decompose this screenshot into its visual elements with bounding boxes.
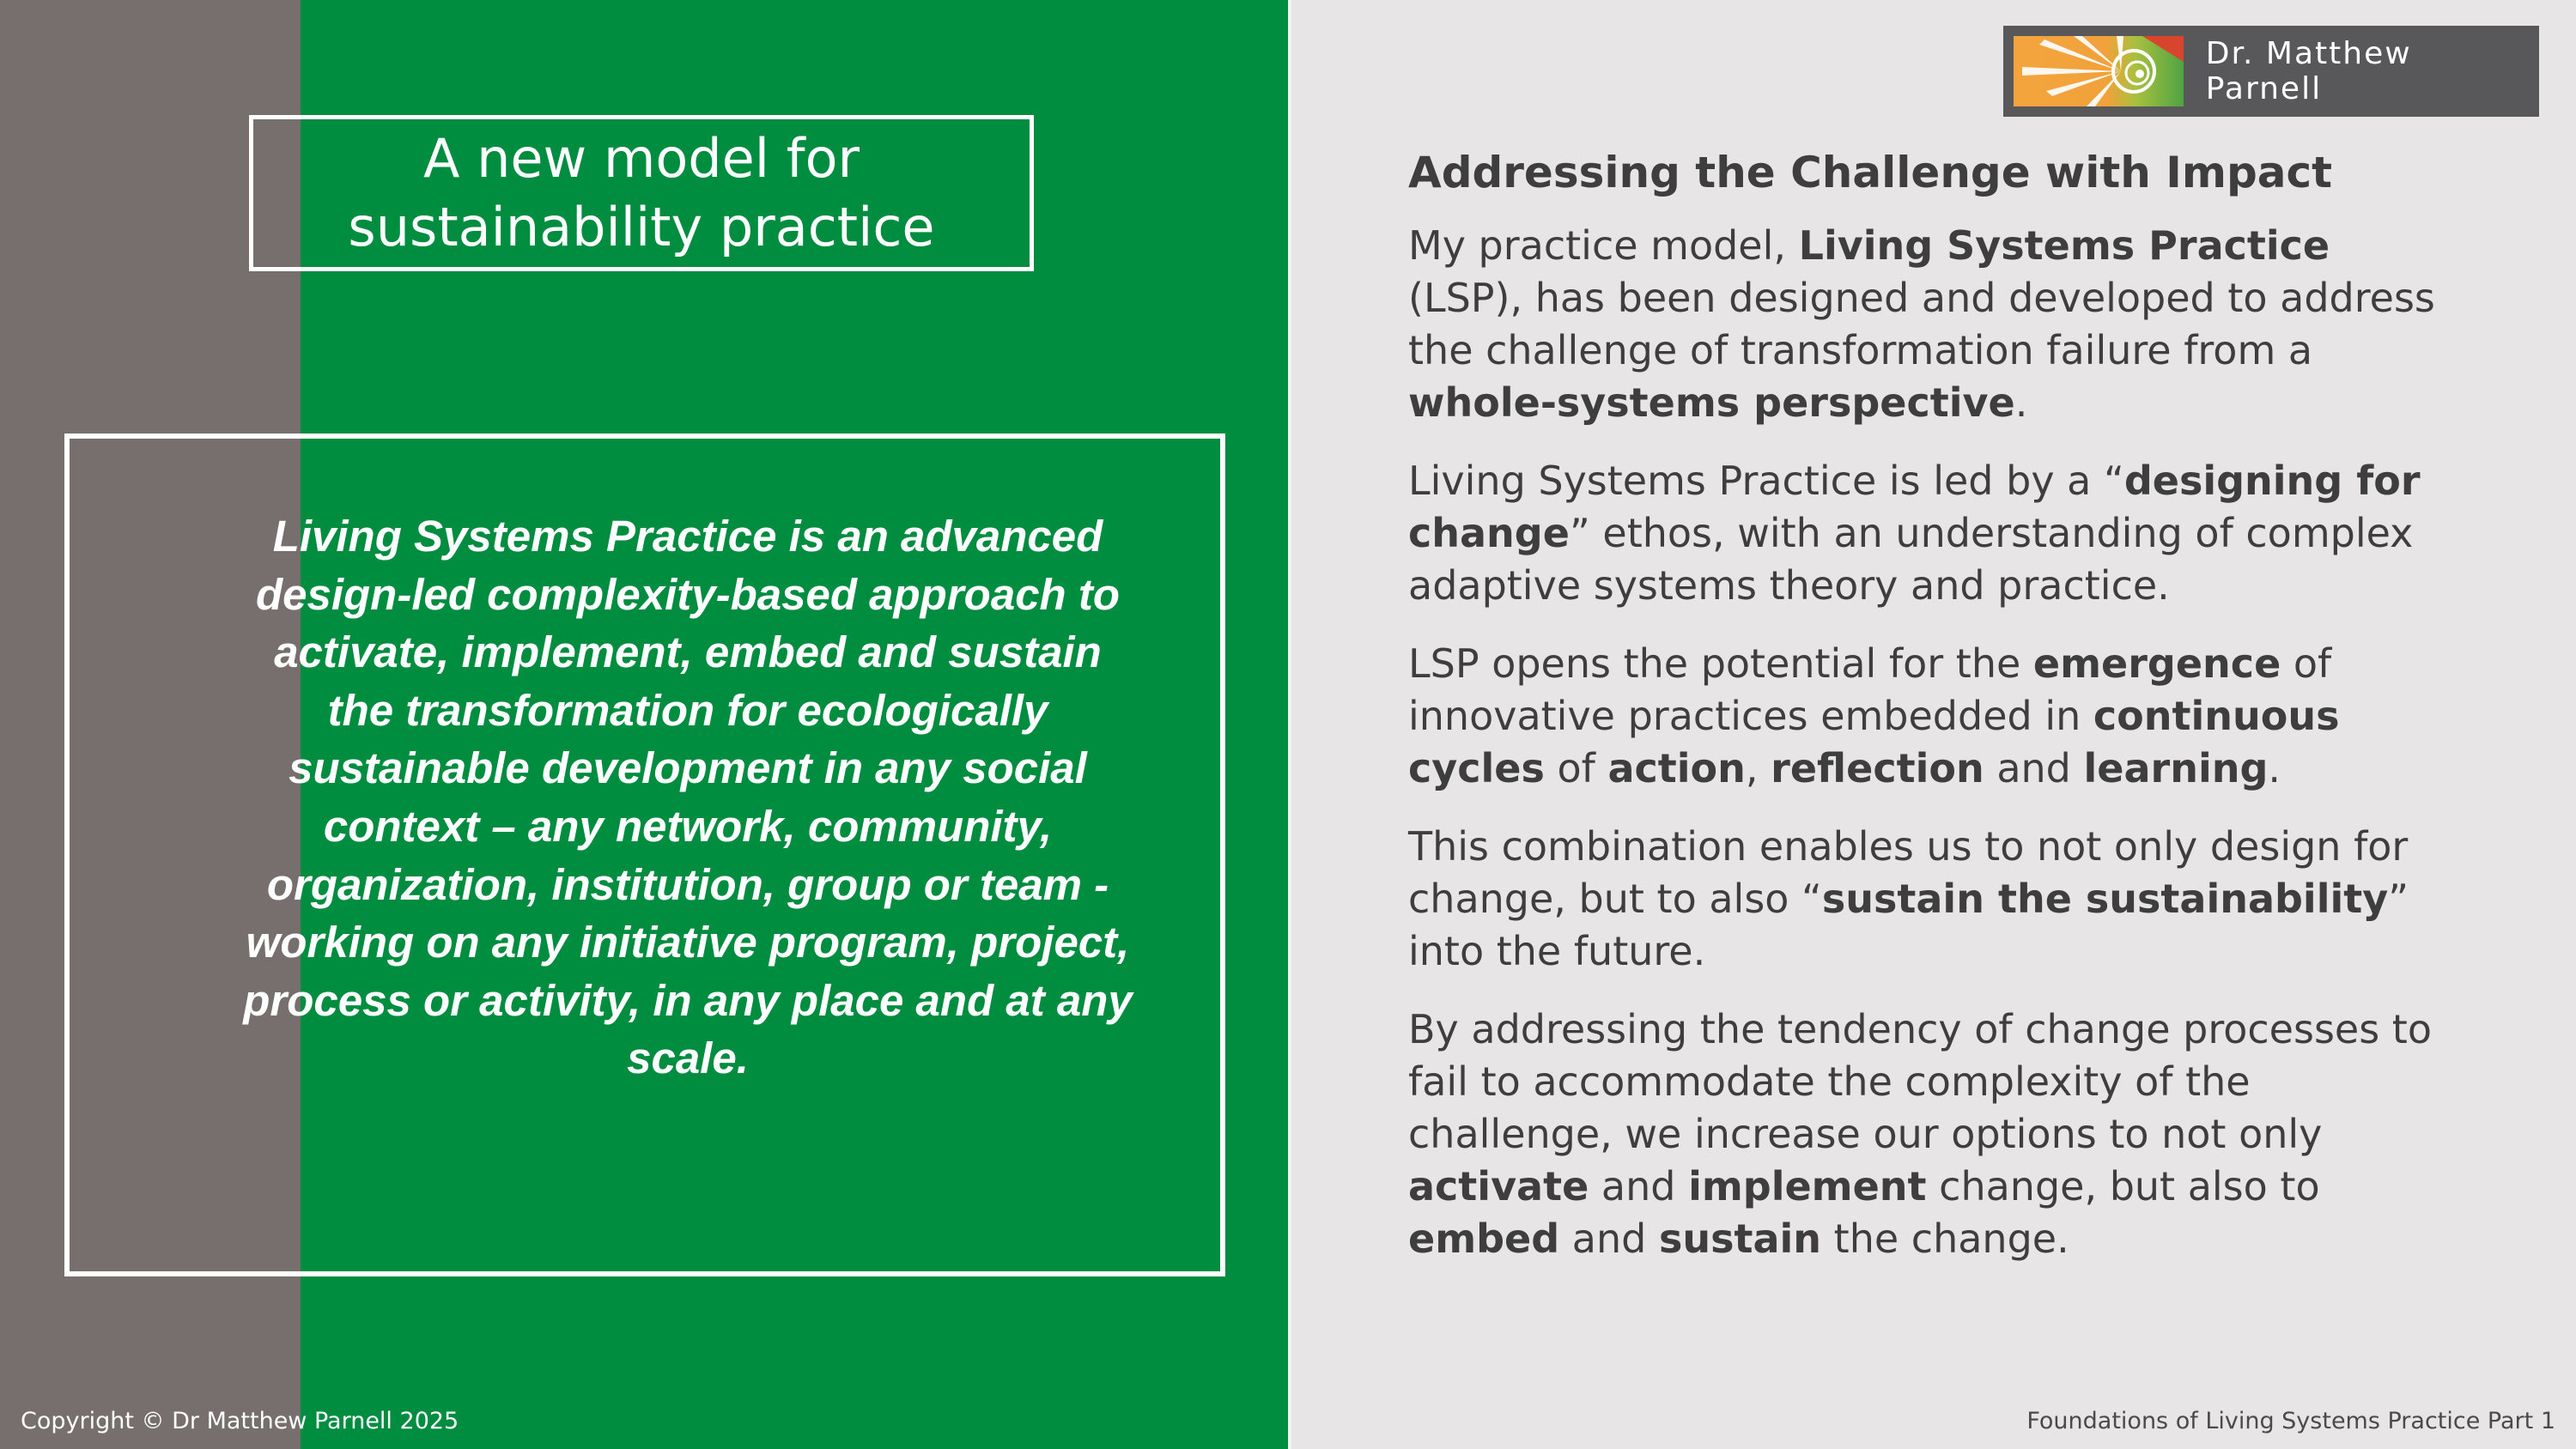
body-text: change, but also to bbox=[1926, 1163, 2320, 1210]
body-paragraph bbox=[1408, 638, 2456, 795]
author-logo-banner bbox=[2003, 26, 2539, 117]
body-text: , bbox=[1745, 745, 1771, 791]
body-paragraphs bbox=[1408, 220, 2456, 1265]
slide-title-box bbox=[249, 115, 1034, 271]
body-text: the change. bbox=[1821, 1216, 2069, 1262]
body-text: and bbox=[1589, 1163, 1689, 1210]
panel-divider bbox=[1288, 0, 1291, 1449]
body-text: ” ethos, with an understanding of complex adaptive systems theory and practice. bbox=[1408, 510, 2414, 609]
emphasis-text: reflection bbox=[1771, 745, 1984, 791]
definition-box bbox=[64, 433, 1225, 1276]
body-text: of bbox=[1544, 745, 1608, 791]
body-text: This combination enables us to not only design for change, but to also “ bbox=[1408, 823, 2409, 922]
course-footer: Foundations of Living Systems Practice Part 1 bbox=[2026, 1408, 2555, 1434]
definition-quote: Living Systems Practice is an advanced design-led complexity-based approach to activate, implement, embed and sustain the transformation for ecologically sustainable development in any social context – any network, community, organization, institution, group or team - working on any initiative program, project, process or activity, in any place and at any scale. bbox=[243, 512, 1133, 1083]
emphasis-text: emergence bbox=[2032, 640, 2281, 687]
body-paragraph bbox=[1408, 455, 2456, 612]
emphasis-text: implement bbox=[1688, 1163, 1927, 1210]
emphasis-text: action bbox=[1607, 745, 1746, 791]
emphasis-text: sustain bbox=[1658, 1216, 1822, 1262]
body-paragraph bbox=[1408, 821, 2456, 978]
emphasis-text: designing for change bbox=[1408, 458, 2421, 556]
body-text: ” into the future. bbox=[1408, 876, 2409, 974]
body-paragraph bbox=[1408, 1003, 2456, 1265]
section-heading: Addressing the Challenge with Impact bbox=[1408, 148, 2333, 197]
copyright-notice: Copyright © Dr Matthew Parnell 2025 bbox=[21, 1408, 459, 1434]
body-text: My practice model, bbox=[1408, 222, 1799, 269]
logo-author-name: Dr. Matthew Parnell bbox=[2205, 36, 2412, 106]
body-paragraph bbox=[1408, 220, 2456, 429]
emphasis-text: Living Systems Practice bbox=[1798, 222, 2330, 269]
body-text: of innovative practices embedded in bbox=[1408, 640, 2332, 739]
sunburst-spiral-logo-icon bbox=[2014, 36, 2184, 106]
body-text: (LSP), has been designed and developed to address the challenge of transformation failure from a bbox=[1408, 275, 2435, 373]
body-text: . bbox=[2014, 379, 2028, 426]
emphasis-text: sustain the sustainability bbox=[1821, 876, 2389, 922]
body-text: Living Systems Practice is led by a “ bbox=[1408, 458, 2124, 504]
body-text: By addressing the tendency of change processes to fail to accommodate the complexity of the challenge, we increase our options to not only bbox=[1408, 1006, 2432, 1157]
emphasis-text: continuous cycles bbox=[1408, 693, 2340, 791]
emphasis-text: learning bbox=[2083, 745, 2269, 791]
body-text: LSP opens the potential for the bbox=[1408, 640, 2033, 687]
emphasis-text: activate bbox=[1408, 1163, 1589, 1210]
right-content bbox=[1408, 139, 2456, 1265]
emphasis-text: embed bbox=[1408, 1216, 1560, 1262]
body-text: . bbox=[2268, 745, 2281, 791]
body-text: and bbox=[1559, 1216, 1659, 1262]
emphasis-text: whole-systems perspective bbox=[1408, 379, 2015, 426]
body-text: and bbox=[1984, 745, 2084, 791]
slide-title: A new model for sustainability practice bbox=[348, 127, 935, 258]
